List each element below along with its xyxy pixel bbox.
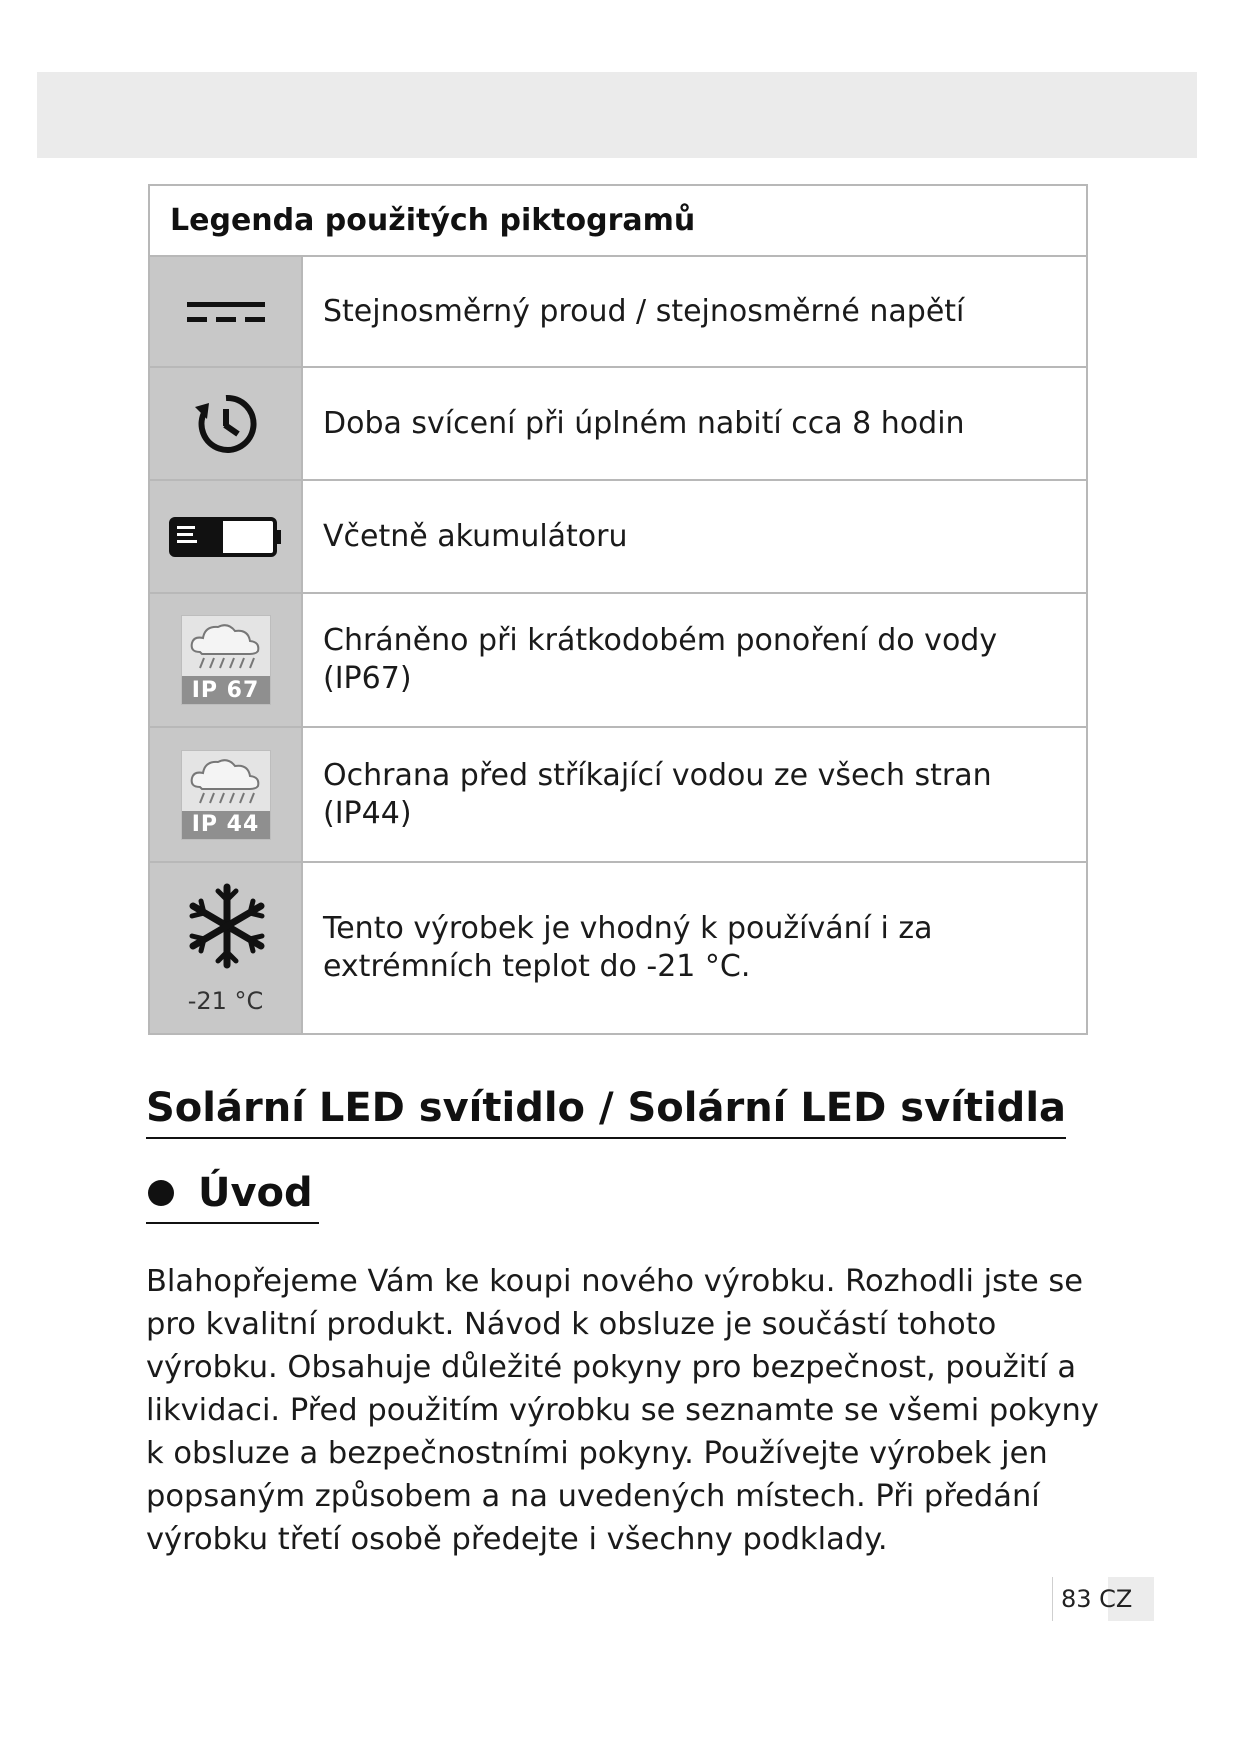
legend-icon-cell bbox=[150, 257, 303, 366]
battery-icon bbox=[168, 515, 284, 559]
legend-row bbox=[150, 594, 1086, 728]
ip44-rain-icon bbox=[181, 750, 271, 840]
legend-text: Včetně akumulátoru bbox=[323, 518, 628, 554]
legend-row bbox=[150, 728, 1086, 863]
subsection-title: Úvod bbox=[198, 1170, 313, 1216]
intro-paragraph: Blahopřejeme Vám ke koupi nového výrobku. Rozhodli jste se pro kvalitní produkt. Návod k obsluze je součástí tohoto výrobku. Obsahuje důležité pokyny pro bezpečnost, použití a likvidaci. Před použitím výrobku se seznamte se všemi pokyny k obsluze a bezpečnostními pokyny. Používejte výrobek jen popsaným způsobem a na uvedených místech. Při předání výrobku třetí osobě předejte i všechny podklady. bbox=[146, 1264, 1099, 1557]
legend-row bbox=[150, 257, 1086, 368]
legend-text: Doba svícení při úplném nabití cca 8 hodin bbox=[323, 405, 965, 441]
legend-row bbox=[150, 368, 1086, 481]
legend-row bbox=[150, 481, 1086, 594]
ip-rating-label: IP 67 bbox=[182, 676, 270, 704]
ip-rating-label: IP 44 bbox=[182, 811, 270, 839]
subsection-heading bbox=[146, 1170, 319, 1224]
clock-timer-icon bbox=[191, 389, 261, 459]
legend-text: Tento výrobek je vhodný k používání i za extrémních teplot do -21 °C. bbox=[323, 911, 933, 984]
pictogram-legend-table bbox=[148, 184, 1088, 1035]
dc-current-icon bbox=[181, 292, 271, 332]
legend-icon-cell bbox=[150, 368, 303, 479]
ip67-rain-icon bbox=[181, 615, 271, 705]
legend-icon-cell bbox=[150, 481, 303, 592]
legend-row bbox=[150, 863, 1086, 1033]
legend-title: Legenda použitých piktogramů bbox=[150, 186, 1086, 257]
header-band bbox=[37, 72, 1197, 158]
snowflake-icon bbox=[182, 881, 272, 971]
legend-text: Chráněno při krátkodobém ponoření do vody (IP67) bbox=[323, 623, 998, 696]
legend-icon-cell bbox=[150, 594, 303, 726]
legend-icon-cell bbox=[150, 728, 303, 861]
temperature-label: -21 °C bbox=[187, 987, 264, 1015]
section-title: Solární LED svítidlo / Solární LED svítidla bbox=[146, 1085, 1066, 1139]
page-footer bbox=[1052, 1577, 1150, 1621]
page-number: 83 CZ bbox=[1061, 1585, 1133, 1613]
bullet-icon bbox=[148, 1180, 174, 1206]
legend-text: Ochrana před stříkající vodou ze všech stran (IP44) bbox=[323, 757, 992, 831]
legend-text: Stejnosměrný proud / stejnosměrné napětí bbox=[323, 293, 965, 329]
legend-icon-cell bbox=[150, 863, 303, 1033]
